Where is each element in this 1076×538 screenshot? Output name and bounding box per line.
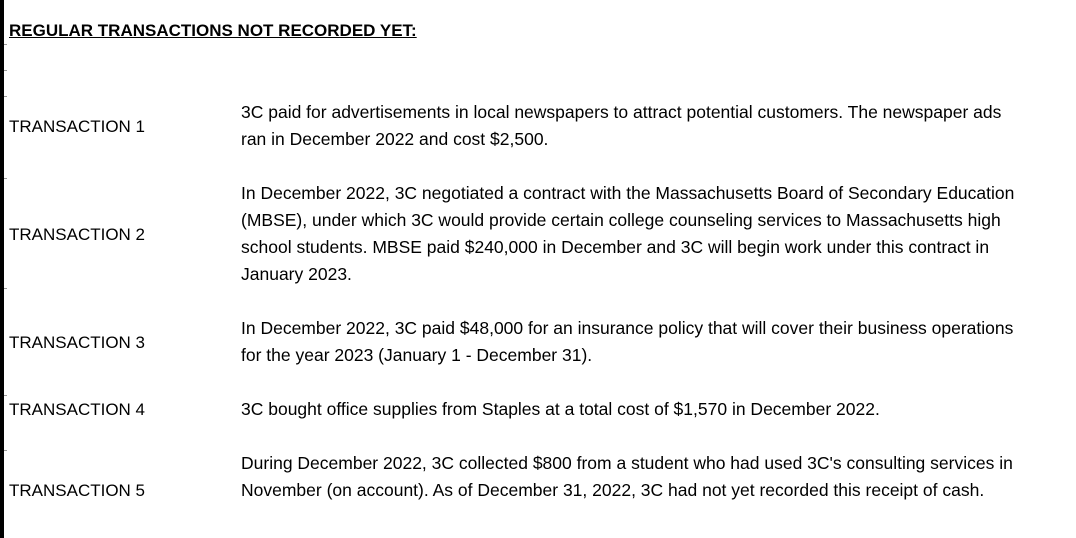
transaction-label: TRANSACTION 5 [9, 481, 146, 500]
transaction-description: 3C paid for advertisements in local newspapers to attract potential customers. The newspaper ads ran in December 2022 and cost $2,500. [241, 102, 1002, 149]
sheet-left-border [0, 0, 4, 538]
transaction-label: TRANSACTION 1 [9, 117, 146, 136]
transaction-description: In December 2022, 3C paid $48,000 for an insurance policy that will cover their business operations for the year 2023 (January 1 - December 31). [241, 318, 1014, 365]
row-divider [4, 395, 7, 396]
transaction-label: TRANSACTION 3 [9, 333, 146, 352]
row-divider [4, 288, 7, 289]
transaction-description: 3C bought office supplies from Staples at a total cost of $1,570 in December 2022. [241, 399, 880, 419]
transaction-label: TRANSACTION 2 [9, 225, 146, 244]
transaction-description: In December 2022, 3C negotiated a contract with the Massachusetts Board of Secondary Education (MBSE), under which 3C would provide certain college counseling services to Massachusetts high school students. MBSE paid $240,000 in December and 3C will begin work under this contract in January 2023. [241, 183, 1015, 284]
row-divider [4, 178, 7, 179]
row-divider [4, 44, 7, 45]
transaction-description: During December 2022, 3C collected $800 from a student who had used 3C's consulting services in November (on account). As of December 31, 2022, 3C had not yet recorded this receipt of cash. [241, 453, 1013, 500]
transaction-label: TRANSACTION 4 [9, 400, 146, 419]
row-divider [4, 96, 7, 97]
row-divider [4, 450, 7, 451]
row-divider [4, 70, 7, 71]
section-heading: REGULAR TRANSACTIONS NOT RECORDED YET: [9, 21, 417, 40]
